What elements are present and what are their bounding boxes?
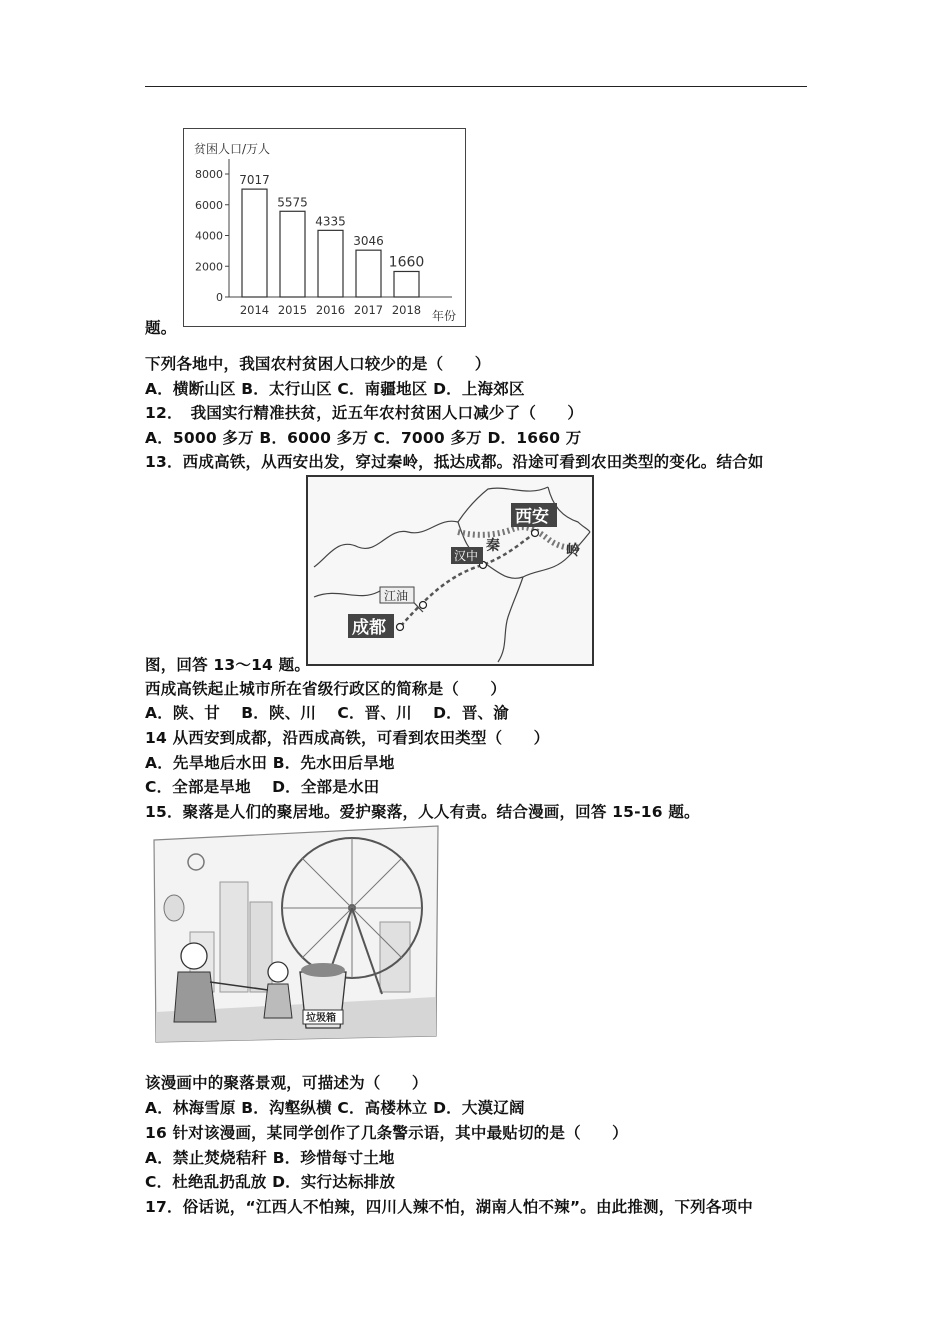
- text-line-14: A．林海雪原 B．沟壑纵横 C．高楼林立 D．大漠辽阔: [145, 1099, 525, 1117]
- text-line-15: 16 针对该漫画，某同学创作了几条警示语，其中最贴切的是（ ）: [145, 1124, 628, 1142]
- xicheng-railway-map: [306, 475, 594, 666]
- y-tick-label: 8000: [195, 168, 223, 181]
- child-head: [268, 962, 288, 982]
- x-tick-label-2015: 2015: [277, 303, 308, 317]
- settlement-cartoon: [150, 822, 440, 1044]
- text-line-11: C．全部是旱地 D．全部是水田: [145, 778, 380, 796]
- qinling-mountain-band: [458, 527, 580, 548]
- y-tick-label: 4000: [195, 229, 223, 243]
- header-rule: [145, 86, 807, 87]
- bar-2017: [356, 250, 381, 297]
- chart-canvas: [184, 129, 465, 326]
- text-line-7: 西成高铁起止城市所在省级行政区的简称是（ ）: [145, 680, 507, 698]
- x-tick-label-2014: 2014: [239, 303, 270, 317]
- text-line-0: 题。: [145, 319, 177, 337]
- text-line-12: 15．聚落是人们的聚居地。爱护聚落，人人有责。结合漫画，回答 15-16 题。: [145, 803, 700, 821]
- text-line-8: A．陕、甘 B．陕、川 C．晋、川 D．晋、渝: [145, 704, 509, 722]
- data-label-2014: 7017: [239, 173, 270, 188]
- text-line-2: A．横断山区 B．太行山区 C．南疆地区 D．上海郊区: [145, 380, 525, 398]
- poverty-bar-chart: [183, 128, 466, 327]
- text-line-6: 图，回答 13～14 题。: [145, 656, 311, 674]
- woman-body: [174, 972, 216, 1022]
- overflowing-trash: [301, 963, 345, 977]
- chart-ylabel: 贫困人口/万人: [194, 142, 271, 156]
- text-line-3: 12． 我国实行精准扶贫，近五年农村贫困人口减少了（ ）: [145, 404, 584, 422]
- data-label-2017: 3046: [353, 234, 384, 249]
- x-tick-label-2017: 2017: [353, 303, 384, 317]
- cartoon-canvas: [150, 822, 440, 1044]
- text-line-17: C．杜绝乱扔乱放 D．实行达标排放: [145, 1173, 396, 1191]
- balloon-icon: [164, 895, 184, 921]
- y-tick-label: 6000: [195, 198, 223, 212]
- city-label-chengdu: 成都: [352, 618, 386, 638]
- child-body: [264, 984, 292, 1018]
- chart-xlabel: 年份: [432, 309, 457, 323]
- garbage-bin-sign: 垃圾箱: [306, 1013, 336, 1024]
- city-label-jiangyou: 江油: [384, 589, 409, 603]
- text-line-5: 13．西成高铁，从西安出发，穿过秦岭，抵达成都。沿途可看到农田类型的变化。结合如: [145, 453, 764, 471]
- woman-head: [181, 943, 207, 969]
- city-label-xian: 西安: [515, 507, 549, 527]
- text-line-10: A．先旱地后水田 B．先水田后旱地: [145, 754, 395, 772]
- city-dot-chengdu: [397, 624, 404, 631]
- y-tick-label: 2000: [195, 260, 223, 274]
- bar-2015: [280, 211, 305, 297]
- x-tick-label-2018: 2018: [391, 303, 422, 317]
- data-label-2016: 4335: [315, 214, 346, 229]
- building: [250, 902, 272, 992]
- x-tick-label-2016: 2016: [315, 303, 346, 317]
- text-line-4: A．5000 多万 B．6000 多万 C．7000 多万 D．1660 万: [145, 429, 582, 447]
- building: [380, 922, 410, 992]
- data-label-2015: 5575: [277, 195, 308, 210]
- bar-2014: [242, 189, 267, 297]
- text-line-1: 下列各地中，我国农村贫困人口较少的是（ ）: [145, 355, 491, 373]
- text-line-9: 14 从西安到成都，沿西成高铁，可看到农田类型（ ）: [145, 729, 550, 747]
- mountain-label-qin: 秦: [486, 538, 500, 554]
- y-tick-label: 0: [216, 291, 223, 304]
- text-line-13: 该漫画中的聚落景观，可描述为（ ）: [145, 1074, 428, 1092]
- text-line-16: A．禁止焚烧秸秆 B．珍惜每寸土地: [145, 1149, 395, 1167]
- map-canvas: [308, 477, 592, 664]
- text-line-18: 17．俗话说，“江西人不怕辣，四川人辣不怕，湖南人怕不辣”。由此推测，下列各项中: [145, 1198, 753, 1216]
- mountain-label-ling: 岭: [566, 543, 580, 559]
- boundary-line: [498, 577, 523, 662]
- city-dot-xian: [532, 530, 539, 537]
- city-dot-jiangyou: [420, 602, 427, 609]
- bar-2016: [318, 230, 343, 297]
- bar-2018: [394, 271, 419, 297]
- data-label-2018: 1660: [388, 254, 425, 271]
- building: [220, 882, 248, 992]
- city-label-hanzhong: 汉中: [454, 549, 479, 563]
